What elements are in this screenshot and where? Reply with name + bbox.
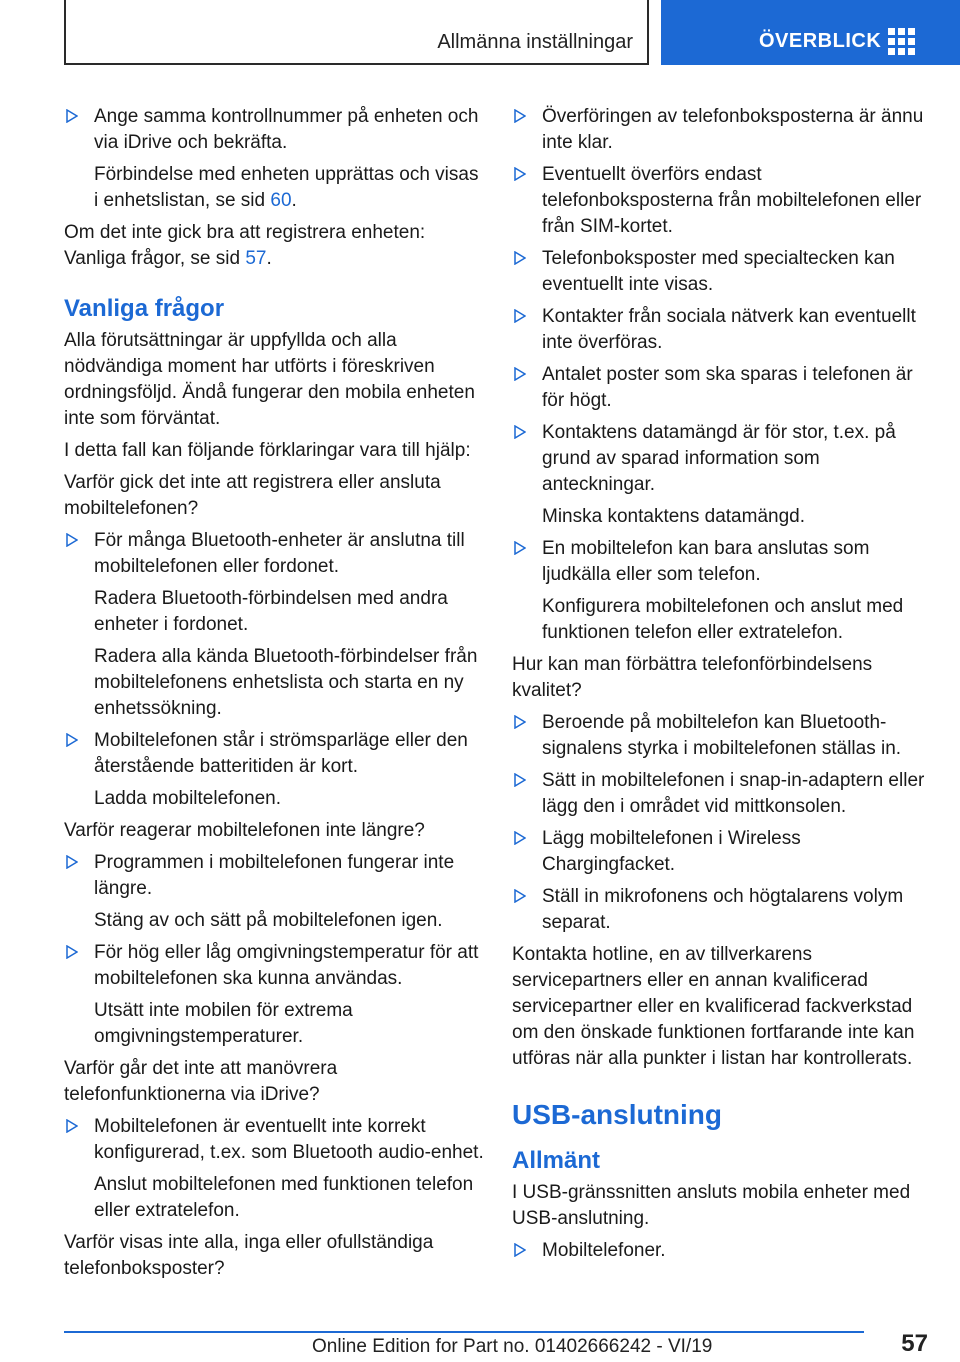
bullet-triangle-icon xyxy=(514,367,526,381)
grid-icon xyxy=(888,28,915,55)
list-item-note: Utsätt inte mobilen för extrema omgivningstemperaturer. xyxy=(94,1000,353,1047)
bullet-triangle-icon xyxy=(66,1119,78,1133)
list-item-note: Förbindelse med enheten upprättas och visas i enhetslistan, se sid 60. xyxy=(94,164,479,211)
overview-button[interactable] xyxy=(661,0,960,65)
bullet-triangle-icon xyxy=(514,251,526,265)
bullet-triangle-icon xyxy=(514,1243,526,1257)
list-item: Sätt in mobiltelefonen i snap-in-adaptern eller lägg den i området vid mittkonsolen. xyxy=(512,768,932,820)
bullet-triangle-icon xyxy=(514,715,526,729)
bullet-triangle-icon xyxy=(514,773,526,787)
list-item-note: Radera Bluetooth-förbindelsen med andra enheter i fordonet. xyxy=(94,588,448,635)
list-item: En mobiltelefon kan bara anslutas som ljudkälla eller som telefon. xyxy=(512,536,932,588)
list-item: Telefonboksposter med specialtecken kan eventuellt inte visas. xyxy=(512,246,932,298)
overview-label: ÖVERBLICK xyxy=(759,30,882,52)
page-number: 57 xyxy=(901,1330,928,1357)
paragraph: I detta fall kan följande förklaringar vara till hjälp: xyxy=(64,440,471,461)
bullet-triangle-icon xyxy=(66,109,78,123)
list-item-note: Stäng av och sätt på mobiltelefonen igen. xyxy=(94,910,443,931)
page-reference-link[interactable]: 60 xyxy=(270,190,292,211)
faq-heading: Vanliga frågor xyxy=(64,295,225,322)
list-item: Mobiltelefonen står i strömsparläge eller den återstående batteritiden är kort. xyxy=(64,728,484,780)
question: Varför visas inte alla, inga eller ofullständiga telefonboksposter? xyxy=(64,1232,434,1279)
list-item: Antalet poster som ska sparas i telefonen är för högt. xyxy=(512,362,932,414)
list-item-note: Radera alla kända Bluetooth-förbindelser från mobiltelefonens enhetslista och starta en ny enhetssökning. xyxy=(94,646,478,719)
left-column xyxy=(64,104,484,1288)
list-item-note: Konfigurera mobiltelefonen och anslut med funktionen telefon eller extratelefon. xyxy=(542,596,904,643)
footer-edition: Online Edition for Part no. 01402666242 - VI/19 xyxy=(312,1336,713,1357)
list-item: Lägg mobiltelefonen i Wireless Chargingfacket. xyxy=(512,826,932,878)
paragraph: Kontakta hotline, en av tillverkarens servicepartners eller en annan kvalificerad servicepartner eller en kvalificerad fackverkstad om den önskade funktionen fortfarande inte kan utföras när alla punkter i listan har kontrollerats. xyxy=(512,944,915,1069)
right-column xyxy=(512,104,932,1270)
list-item-note: Anslut mobiltelefonen med funktionen telefon eller extratelefon. xyxy=(94,1174,474,1221)
list-item: Överföringen av telefonboksposterna är ännu inte klar. xyxy=(512,104,932,156)
bullet-triangle-icon xyxy=(514,831,526,845)
question: Varför gick det inte att registrera eller ansluta mobiltelefonen? xyxy=(64,472,441,519)
bullet-triangle-icon xyxy=(66,533,78,547)
list-item: Beroende på mobiltelefon kan Bluetooth-signalens styrka i mobiltelefonen ställas in. xyxy=(512,710,932,762)
bullet-triangle-icon xyxy=(514,541,526,555)
paragraph: I USB-gränssnitten ansluts mobila enheter med USB-anslutning. xyxy=(512,1182,911,1229)
list-item: Kontakter från sociala nätverk kan eventuellt inte överföras. xyxy=(512,304,932,356)
bullet-triangle-icon xyxy=(514,167,526,181)
list-item: För många Bluetooth-enheter är anslutna till mobiltelefonen eller fordonet. xyxy=(64,528,484,580)
list-item: Mobiltelefonen är eventuellt inte korrekt konfigurerad, t.ex. som Bluetooth audio-enhet. xyxy=(64,1114,484,1166)
bullet-triangle-icon xyxy=(66,733,78,747)
list-item-note: Minska kontaktens datamängd. xyxy=(542,506,805,527)
section-title: Allmänna inställningar xyxy=(437,31,633,53)
list-item: Eventuellt överförs endast telefonboksposterna från mobiltelefonen eller från SIM-kortet. xyxy=(512,162,932,240)
usb-heading: USB-anslutning xyxy=(512,1099,722,1130)
bullet-triangle-icon xyxy=(66,855,78,869)
list-item: Ange samma kontrollnummer på enheten och via iDrive och bekräfta. xyxy=(64,104,484,156)
list-item: Ställ in mikrofonens och högtalarens volym separat. xyxy=(512,884,932,936)
bullet-triangle-icon xyxy=(514,425,526,439)
list-item: Programmen i mobiltelefonen fungerar inte längre. xyxy=(64,850,484,902)
paragraph: Alla förutsättningar är uppfyllda och alla nödvändiga moment har utförts i föreskriven ordningsföljd. Ändå fungerar den mobila enheten inte som förväntat. xyxy=(64,330,475,429)
header-section-tab xyxy=(64,0,649,65)
question: Varför reagerar mobiltelefonen inte längre? xyxy=(64,820,425,841)
bullet-triangle-icon xyxy=(514,889,526,903)
bullet-triangle-icon xyxy=(514,309,526,323)
list-item: Mobiltelefoner. xyxy=(512,1238,932,1264)
question: Hur kan man förbättra telefonförbindelsens kvalitet? xyxy=(512,654,873,701)
footer-divider xyxy=(64,1331,864,1333)
paragraph: Om det inte gick bra att registrera enheten: Vanliga frågor, se sid 57. xyxy=(64,222,426,269)
list-item: Kontaktens datamängd är för stor, t.ex. på grund av sparad information som anteckningar. xyxy=(512,420,932,498)
bullet-triangle-icon xyxy=(66,945,78,959)
question: Varför går det inte att manövrera telefonfunktionerna via iDrive? xyxy=(64,1058,338,1105)
list-item: För hög eller låg omgivningstemperatur för att mobiltelefonen ska kunna användas. xyxy=(64,940,484,992)
page-reference-link[interactable]: 57 xyxy=(245,248,267,269)
general-subheading: Allmänt xyxy=(512,1147,601,1174)
bullet-triangle-icon xyxy=(514,109,526,123)
list-item-note: Ladda mobiltelefonen. xyxy=(94,788,281,809)
